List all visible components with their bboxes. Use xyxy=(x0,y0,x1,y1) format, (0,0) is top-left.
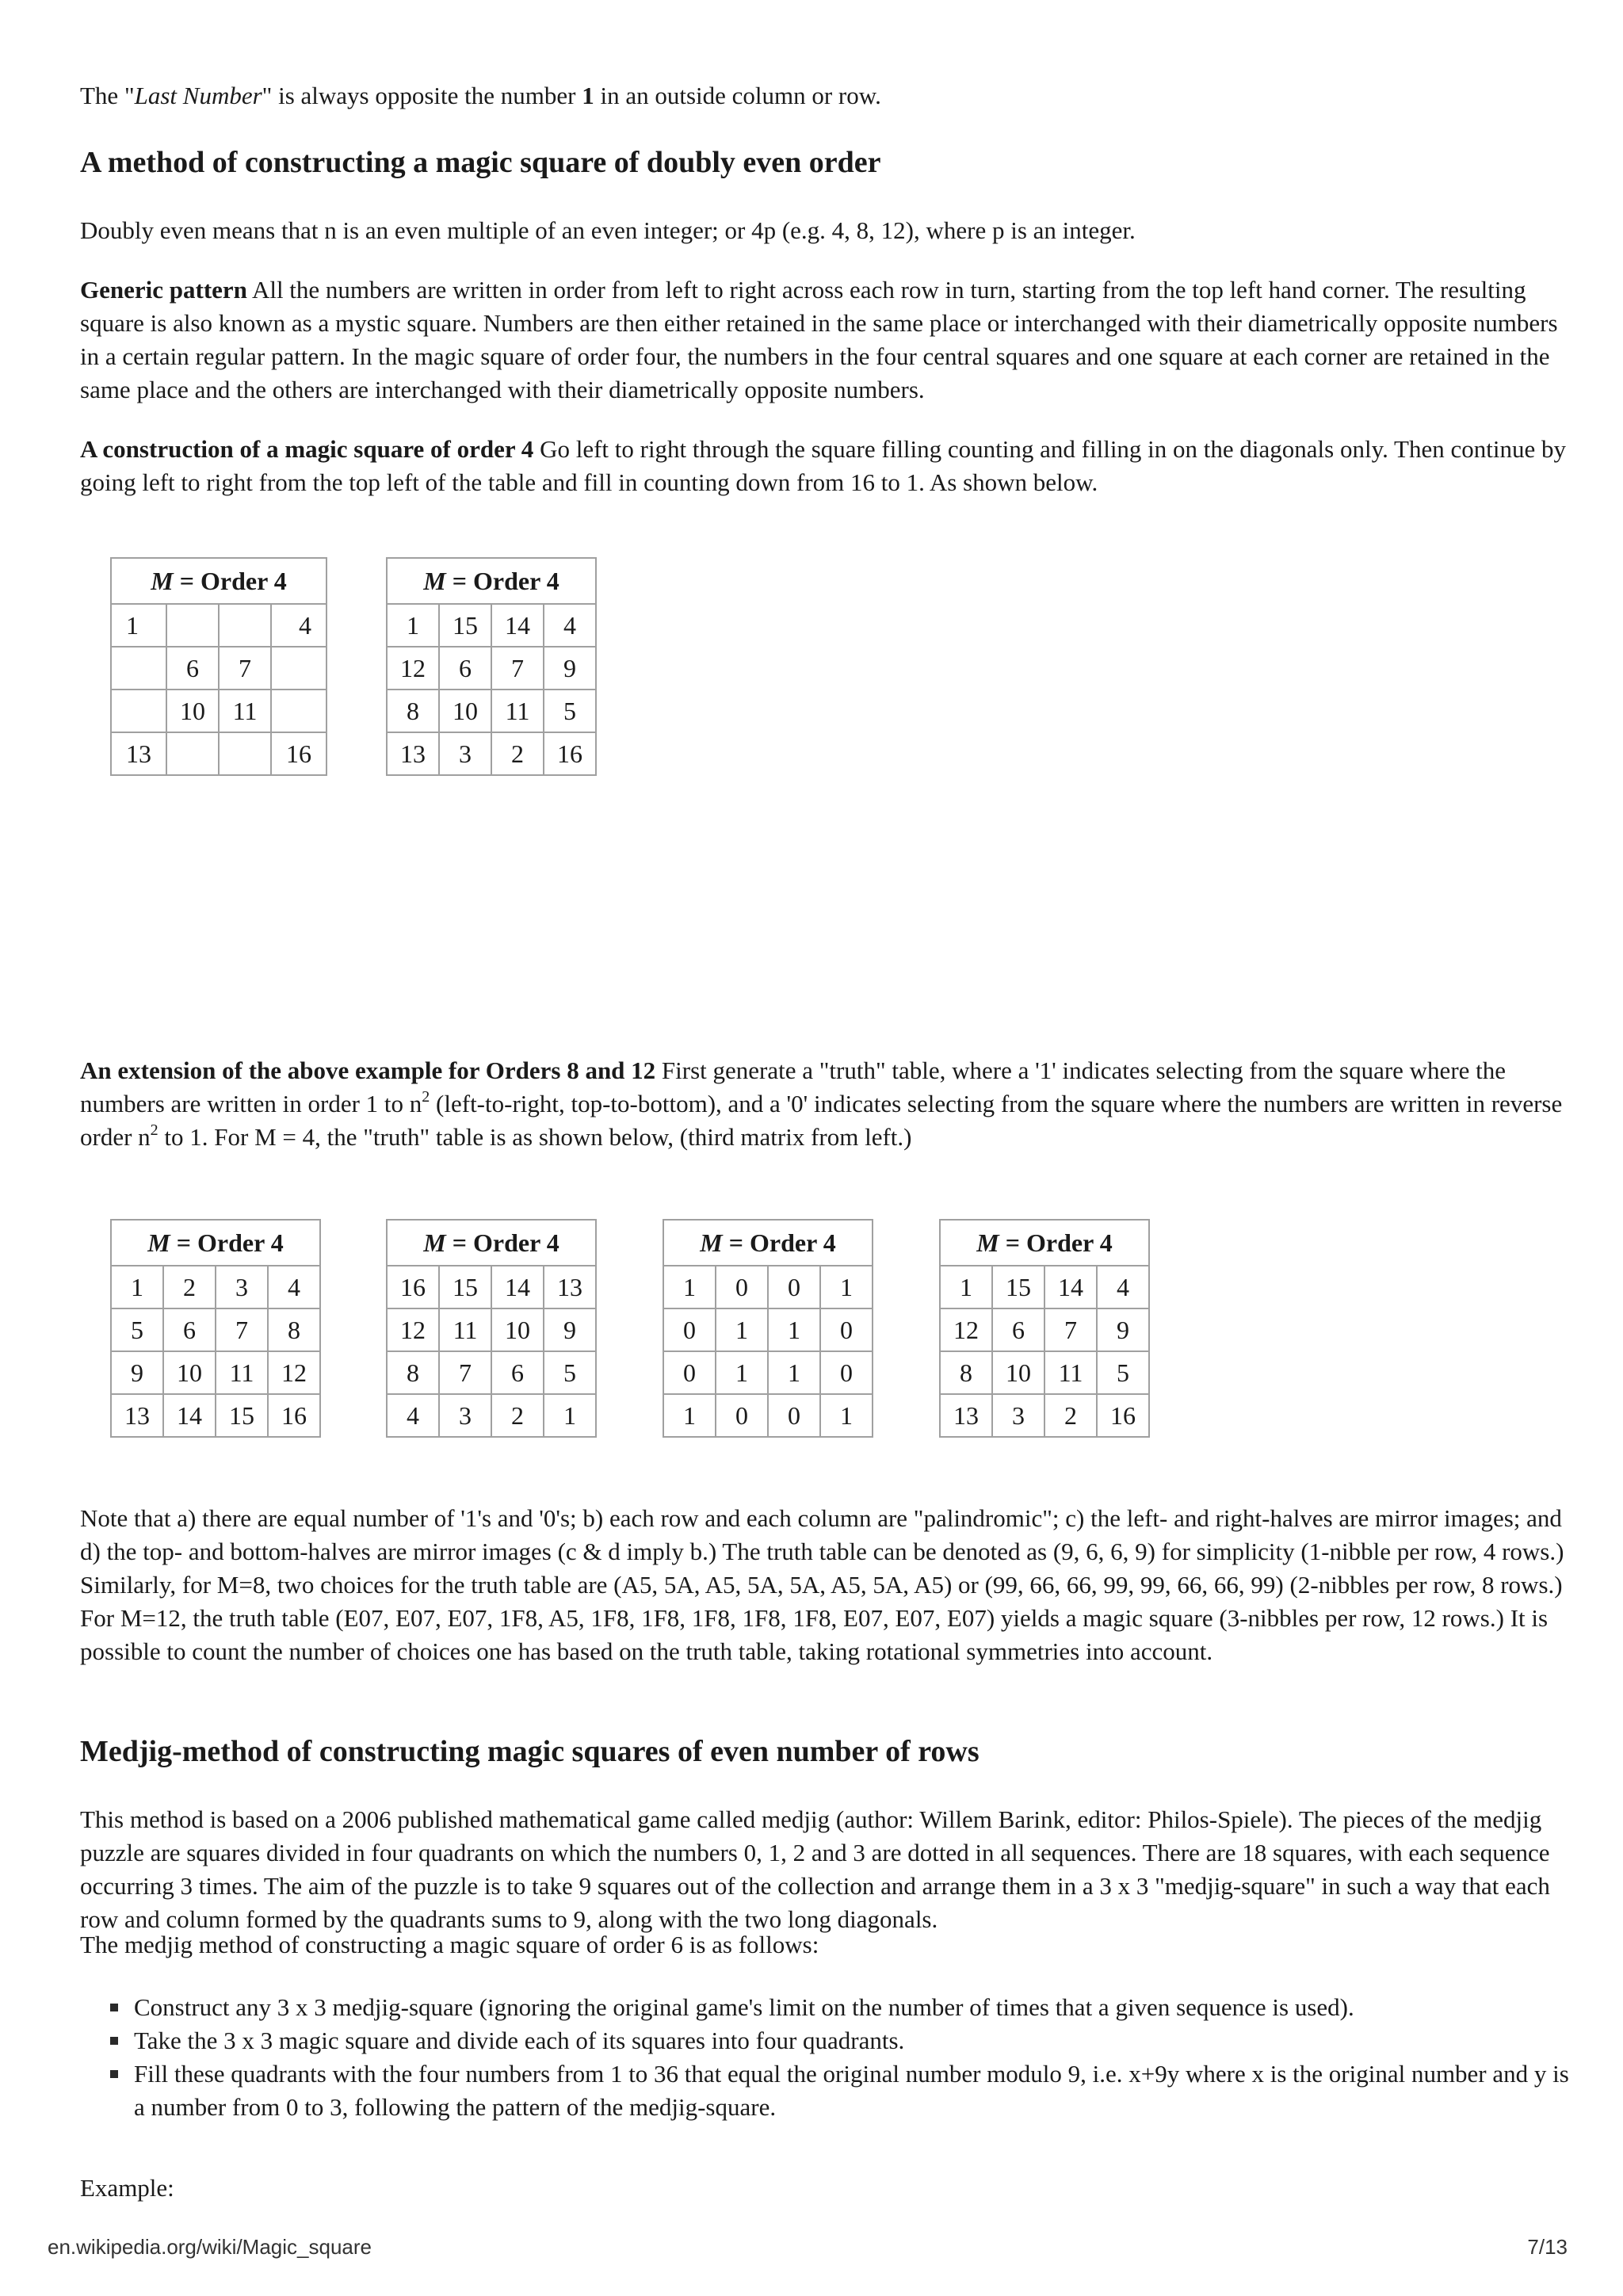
table-cell: 13 xyxy=(544,1266,596,1308)
extension-paragraph xyxy=(80,1054,1570,1154)
table-cell: 8 xyxy=(268,1308,320,1351)
table-cell xyxy=(271,690,327,732)
table-cell: 10 xyxy=(163,1351,216,1394)
table-cell: 16 xyxy=(387,1266,439,1308)
table-cell: 4 xyxy=(268,1266,320,1308)
table-cell: 9 xyxy=(544,647,596,690)
table-cell: 15 xyxy=(439,1266,491,1308)
extension-text: First generate a "truth" table, where a '1' indicates selecting from the square where the numbers are written in order 1 to n xyxy=(80,1056,1507,1117)
footer-page-number: 7/13 xyxy=(1527,2235,1568,2259)
square-bullet-icon xyxy=(110,2037,118,2045)
table-cell: 14 xyxy=(1044,1266,1097,1308)
table-row xyxy=(387,1394,596,1437)
generic-pattern-text: All the numbers are written in order from left to right across each row in turn, starting from the top left hand corner. The resulting square is also known as a mystic square. Numbers are then either retained in the same place or interchanged with their diametrically opposite numbers in a certain regular pattern. In the magic square of order four, the numbers in the four central squares and one square at each corner are retained in the same place and the others are interchanged with their diametrically opposite numbers. xyxy=(80,276,1558,403)
table-cell: 2 xyxy=(163,1266,216,1308)
table-cell: 11 xyxy=(491,690,544,732)
table-cell: 1 xyxy=(940,1266,992,1308)
footer-url: en.wikipedia.org/wiki/Magic_square xyxy=(48,2235,372,2259)
table-cell: 2 xyxy=(491,732,544,775)
table-row xyxy=(940,1351,1149,1394)
table-cell: 16 xyxy=(544,732,596,775)
intro-bold: 1 xyxy=(582,82,594,109)
table-cell: 11 xyxy=(219,690,271,732)
table-cell: 3 xyxy=(992,1394,1044,1437)
square-bullet-icon xyxy=(110,2004,118,2011)
intro-emphasis: Last Number xyxy=(134,82,262,109)
intro-text: in an outside column or row. xyxy=(594,82,881,109)
table-row xyxy=(663,1394,873,1437)
table-row xyxy=(663,1266,873,1308)
table-cell: 7 xyxy=(1044,1308,1097,1351)
table-row xyxy=(387,1351,596,1394)
table-cell: 11 xyxy=(1044,1351,1097,1394)
table-cell: 5 xyxy=(111,1308,163,1351)
magic-square-table-complete xyxy=(386,557,597,776)
generic-pattern-label: Generic pattern xyxy=(80,276,247,304)
table-cell: 0 xyxy=(768,1394,820,1437)
table-cell: 1 xyxy=(544,1394,596,1437)
table-cell: 7 xyxy=(216,1308,268,1351)
table-cell xyxy=(111,647,166,690)
magic-square-table-forward xyxy=(110,1219,321,1438)
section-heading-medjig: Medjig-method of constructing magic squares of even number of rows xyxy=(80,1735,980,1768)
table-cell: 3 xyxy=(439,732,491,775)
table-cell: 4 xyxy=(271,604,327,647)
table-cell: 1 xyxy=(768,1308,820,1351)
table-row xyxy=(111,1394,320,1437)
table-cell: 4 xyxy=(1097,1266,1149,1308)
table-cell: 15 xyxy=(216,1394,268,1437)
table-row xyxy=(387,732,596,775)
extension-text: to 1. For M = 4, the "truth" table is as shown below, (third matrix from left.) xyxy=(158,1123,912,1151)
table-cell: 7 xyxy=(219,647,271,690)
table-cell: 4 xyxy=(387,1394,439,1437)
doubly-even-paragraph: Doubly even means that n is an even multiple of an even integer; or 4p (e.g. 4, 8, 12), where p is an integer. xyxy=(80,216,1136,244)
superscript: 2 xyxy=(150,1121,158,1139)
table-cell: 15 xyxy=(439,604,491,647)
table-caption: M = Order 4 xyxy=(387,558,596,604)
superscript: 2 xyxy=(422,1087,430,1106)
table-cell: 12 xyxy=(387,1308,439,1351)
table-cell xyxy=(166,604,219,647)
table-cell: 8 xyxy=(940,1351,992,1394)
table-cell: 1 xyxy=(716,1351,768,1394)
table-caption: M = Order 4 xyxy=(940,1220,1149,1266)
table-row xyxy=(387,604,596,647)
table-cell: 5 xyxy=(1097,1351,1149,1394)
table-cell: 16 xyxy=(271,732,327,775)
table-cell xyxy=(111,690,166,732)
table-cell: 8 xyxy=(387,690,439,732)
table-cell: 5 xyxy=(544,690,596,732)
table-cell: 4 xyxy=(544,604,596,647)
table-cell: 11 xyxy=(216,1351,268,1394)
table-row xyxy=(387,1266,596,1308)
table-cell: 10 xyxy=(439,690,491,732)
generic-pattern-paragraph xyxy=(80,273,1570,407)
list-item: Fill these quadrants with the four numbers from 1 to 36 that equal the original number modulo 9, i.e. x+9y where x is the original number and y is a number from 0 to 3, following the pattern of the medjig-square. xyxy=(80,2057,1570,2124)
table-cell: 2 xyxy=(1044,1394,1097,1437)
table-cell: 3 xyxy=(216,1266,268,1308)
table-cell: 1 xyxy=(387,604,439,647)
table-cell: 11 xyxy=(439,1308,491,1351)
construction-label: A construction of a magic square of order 4 xyxy=(80,435,534,463)
table-cell: 10 xyxy=(166,690,219,732)
table-row xyxy=(111,647,327,690)
table-cell: 6 xyxy=(166,647,219,690)
table-cell xyxy=(166,732,219,775)
table-cell: 10 xyxy=(992,1351,1044,1394)
intro-text: The " xyxy=(80,82,135,109)
table-row xyxy=(663,1351,873,1394)
table-cell: 12 xyxy=(940,1308,992,1351)
table-cell: 9 xyxy=(111,1351,163,1394)
table-caption: M = Order 4 xyxy=(387,1220,596,1266)
table-row xyxy=(111,1351,320,1394)
table-cell: 1 xyxy=(820,1394,873,1437)
intro-text: " is always opposite the number xyxy=(262,82,582,109)
example-label: Example: xyxy=(80,2174,174,2202)
medjig-steps-list xyxy=(80,1991,1570,2124)
table-cell: 12 xyxy=(387,647,439,690)
table-row xyxy=(663,1308,873,1351)
table-row xyxy=(111,1266,320,1308)
table-cell: 0 xyxy=(663,1351,716,1394)
table-cell: 0 xyxy=(820,1308,873,1351)
table-cell: 10 xyxy=(491,1308,544,1351)
table-cell: 16 xyxy=(1097,1394,1149,1437)
table-row xyxy=(111,1308,320,1351)
table-caption: M = Order 4 xyxy=(663,1220,873,1266)
section-heading-doubly-even: A method of constructing a magic square of doubly even order xyxy=(80,146,881,179)
table-cell: 1 xyxy=(716,1308,768,1351)
table-cell: 13 xyxy=(387,732,439,775)
table-cell: 13 xyxy=(940,1394,992,1437)
table-cell: 5 xyxy=(544,1351,596,1394)
table-row xyxy=(940,1266,1149,1308)
table-row xyxy=(111,604,327,647)
table-cell: 12 xyxy=(268,1351,320,1394)
intro-paragraph xyxy=(80,79,1570,113)
table-cell: 14 xyxy=(491,604,544,647)
magic-square-table-result xyxy=(939,1219,1150,1438)
table-cell: 8 xyxy=(387,1351,439,1394)
table-cell: 1 xyxy=(663,1394,716,1437)
table-cell: 15 xyxy=(992,1266,1044,1308)
table-cell: 9 xyxy=(544,1308,596,1351)
list-item: Construct any 3 x 3 medjig-square (ignoring the original game's limit on the number of times that a given sequence is used). xyxy=(80,1991,1570,2024)
table-cell: 3 xyxy=(439,1394,491,1437)
table-row xyxy=(111,732,327,775)
table-cell: 0 xyxy=(768,1266,820,1308)
table-cell: 1 xyxy=(768,1351,820,1394)
table-cell: 1 xyxy=(111,604,166,647)
table-cell: 13 xyxy=(111,732,166,775)
construction-text: Go left to right through the square filling counting and filling in on the diagonals only. Then continue by going left to right from the top left of the table and fill in counting down from 16 to 1. As shown below. xyxy=(80,435,1566,496)
table-caption: M = Order 4 xyxy=(111,558,327,604)
table-cell: 1 xyxy=(111,1266,163,1308)
table-cell: 9 xyxy=(1097,1308,1149,1351)
table-cell xyxy=(271,647,327,690)
note-paragraph: Note that a) there are equal number of '1's and '0's; b) each row and each column are "palindromic"; c) the left- and right-halves are mirror images; and d) the top- and bottom-halves are mirror images (c & d imply b.) The truth table can be denoted as (9, 6, 6, 9) for simplicity (1-nibble per row, 4 rows.) Similarly, for M=8, two choices for the truth table are (A5, 5A, A5, 5A, 5A, A5, 5A, A5) or (99, 66, 66, 99, 99, 66, 66, 99) (2-nibbles per row, 8 rows.) For M=12, the truth table (E07, E07, E07, 1F8, A5, 1F8, 1F8, 1F8, 1F8, 1F8, E07, E07, E07) yields a magic square (3-nibbles per row, 12 rows.) It is possible to count the number of choices one has based on the truth table, taking rotational symmetries into account. xyxy=(80,1504,1564,1665)
table-cell: 2 xyxy=(491,1394,544,1437)
table-cell: 14 xyxy=(491,1266,544,1308)
table-cell: 6 xyxy=(491,1351,544,1394)
table-row xyxy=(940,1308,1149,1351)
medjig-intro-paragraph: The medjig method of constructing a magic square of order 6 is as follows: xyxy=(80,1931,819,1958)
table-cell: 14 xyxy=(163,1394,216,1437)
table-cell: 1 xyxy=(663,1266,716,1308)
table-cell xyxy=(219,732,271,775)
table-row xyxy=(940,1394,1149,1437)
magic-square-table-partial xyxy=(110,557,327,776)
table-row xyxy=(111,690,327,732)
table-cell: 6 xyxy=(439,647,491,690)
square-bullet-icon xyxy=(110,2070,118,2078)
table-cell: 0 xyxy=(716,1266,768,1308)
magic-square-table-reverse xyxy=(386,1219,597,1438)
list-item: Take the 3 x 3 magic square and divide each of its squares into four quadrants. xyxy=(80,2024,1570,2057)
table-cell: 16 xyxy=(268,1394,320,1437)
table-cell: 7 xyxy=(491,647,544,690)
table-cell: 6 xyxy=(992,1308,1044,1351)
table-cell: 13 xyxy=(111,1394,163,1437)
table-row xyxy=(387,647,596,690)
truth-table xyxy=(663,1219,873,1438)
construction-paragraph xyxy=(80,433,1570,499)
table-row xyxy=(387,1308,596,1351)
medjig-paragraph: This method is based on a 2006 published mathematical game called medjig (author: Willem Barink, editor: Philos-Spiele). The pieces of the medjig puzzle are squares divided in four quadrants on which the numbers 0, 1, 2 and 3 are dotted in all sequences. There are 18 squares, with each sequence occurring 3 times. The aim of the puzzle is to take 9 squares out of the collection and arrange them in a 3 x 3 "medjig-square" in such a way that each row and column formed by the quadrants sums to 9, along with the two long diagonals. xyxy=(80,1805,1550,1933)
table-cell: 7 xyxy=(439,1351,491,1394)
table-cell: 6 xyxy=(163,1308,216,1351)
extension-label: An extension of the above example for Orders 8 and 12 xyxy=(80,1056,656,1084)
table-row xyxy=(387,690,596,732)
table-caption: M = Order 4 xyxy=(111,1220,320,1266)
table-cell: 0 xyxy=(716,1394,768,1437)
extension-text: (left-to-right, top-to-bottom), and a '0' indicates selecting from the square where the numbers are written in reverse order n xyxy=(80,1090,1563,1151)
table-cell: 0 xyxy=(663,1308,716,1351)
table-cell xyxy=(219,604,271,647)
table-cell: 0 xyxy=(820,1351,873,1394)
table-cell: 1 xyxy=(820,1266,873,1308)
